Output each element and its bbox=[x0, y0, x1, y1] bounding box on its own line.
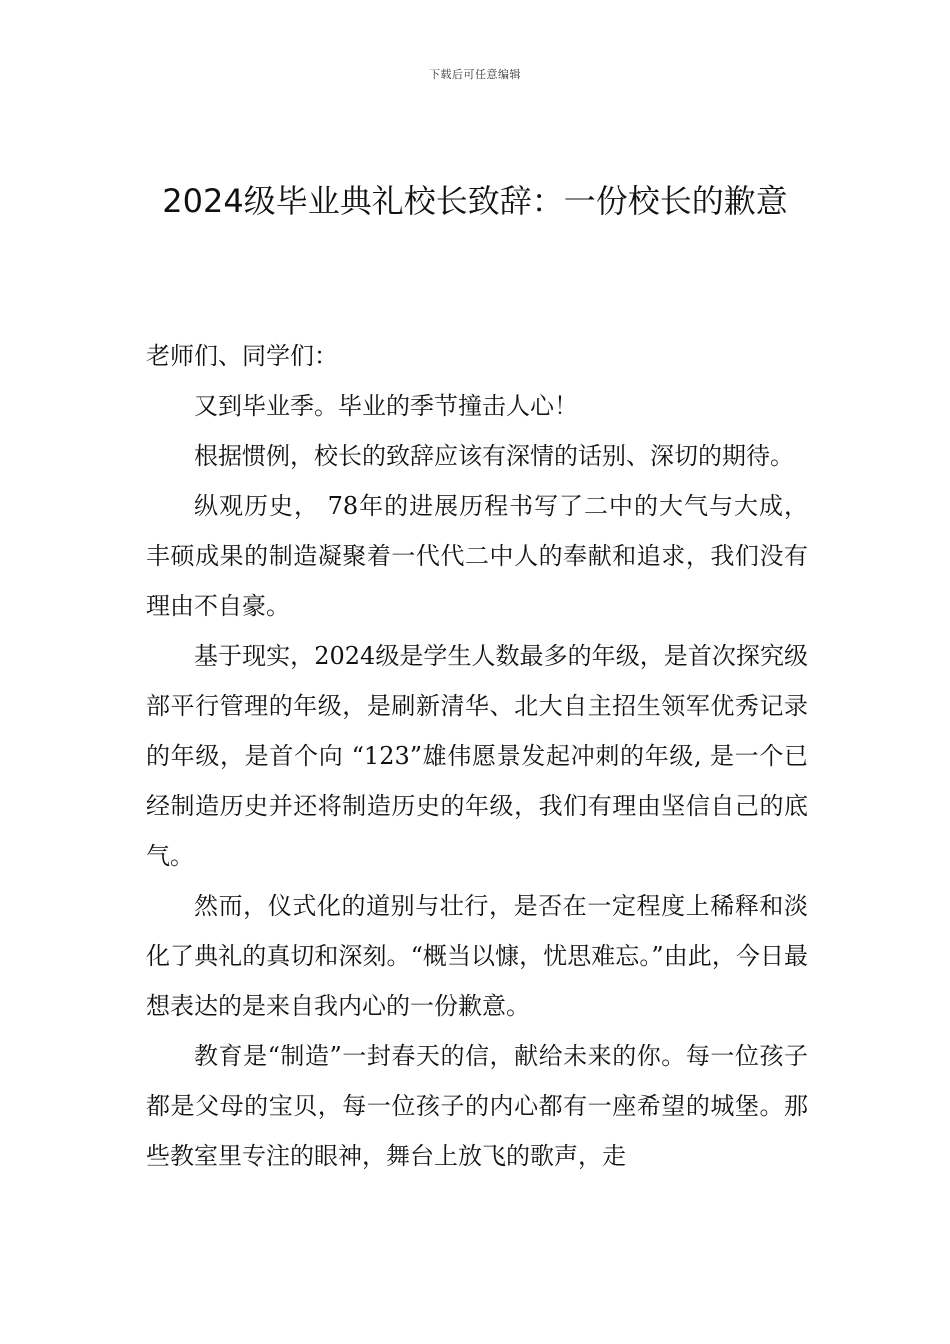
paragraph: 又到毕业季。毕业的季节撞击人心！ bbox=[194, 392, 578, 420]
document-body bbox=[146, 331, 808, 1181]
document-title: 2024级毕业典礼校长致辞：一份校长的歉意 bbox=[162, 182, 788, 220]
paragraph: 基于现实，2024级是学生人数最多的年级，是首次探究级部平行管理的年级，是刷新清华、北大自主招生领军优秀记录的年级，是首个向 “123”雄伟愿景发起冲刺的年级, 是一个已经制造历史并还将制造历史的年级，我们有理由坚信自己的底气。 bbox=[146, 642, 808, 870]
paragraph: 然而，仪式化的道别与壮行，是否在一定程度上稀释和淡化了典礼的真切和深刻。“概当以慷，忧思难忘。”由此，今日最想表达的是来自我内心的一份歉意。 bbox=[146, 892, 808, 1020]
salutation: 老师们、同学们： bbox=[146, 342, 338, 370]
header-note: 下载后可任意编辑 bbox=[429, 68, 521, 81]
paragraph: 根据惯例，校长的致辞应该有深情的话别、深切的期待。 bbox=[194, 442, 794, 470]
paragraph: 教育是“制造”一封春天的信，献给未来的你。每一位孩子都是父母的宝贝，每一位孩子的内心都有一座希望的城堡。那些教室里专注的眼神，舞台上放飞的歌声，走 bbox=[146, 1042, 808, 1170]
paragraph: 纵观历史， 78年的进展历程书写了二中的大气与大成，丰硕成果的制造凝聚着一代代二中人的奉献和追求，我们没有理由不自豪。 bbox=[146, 492, 808, 620]
